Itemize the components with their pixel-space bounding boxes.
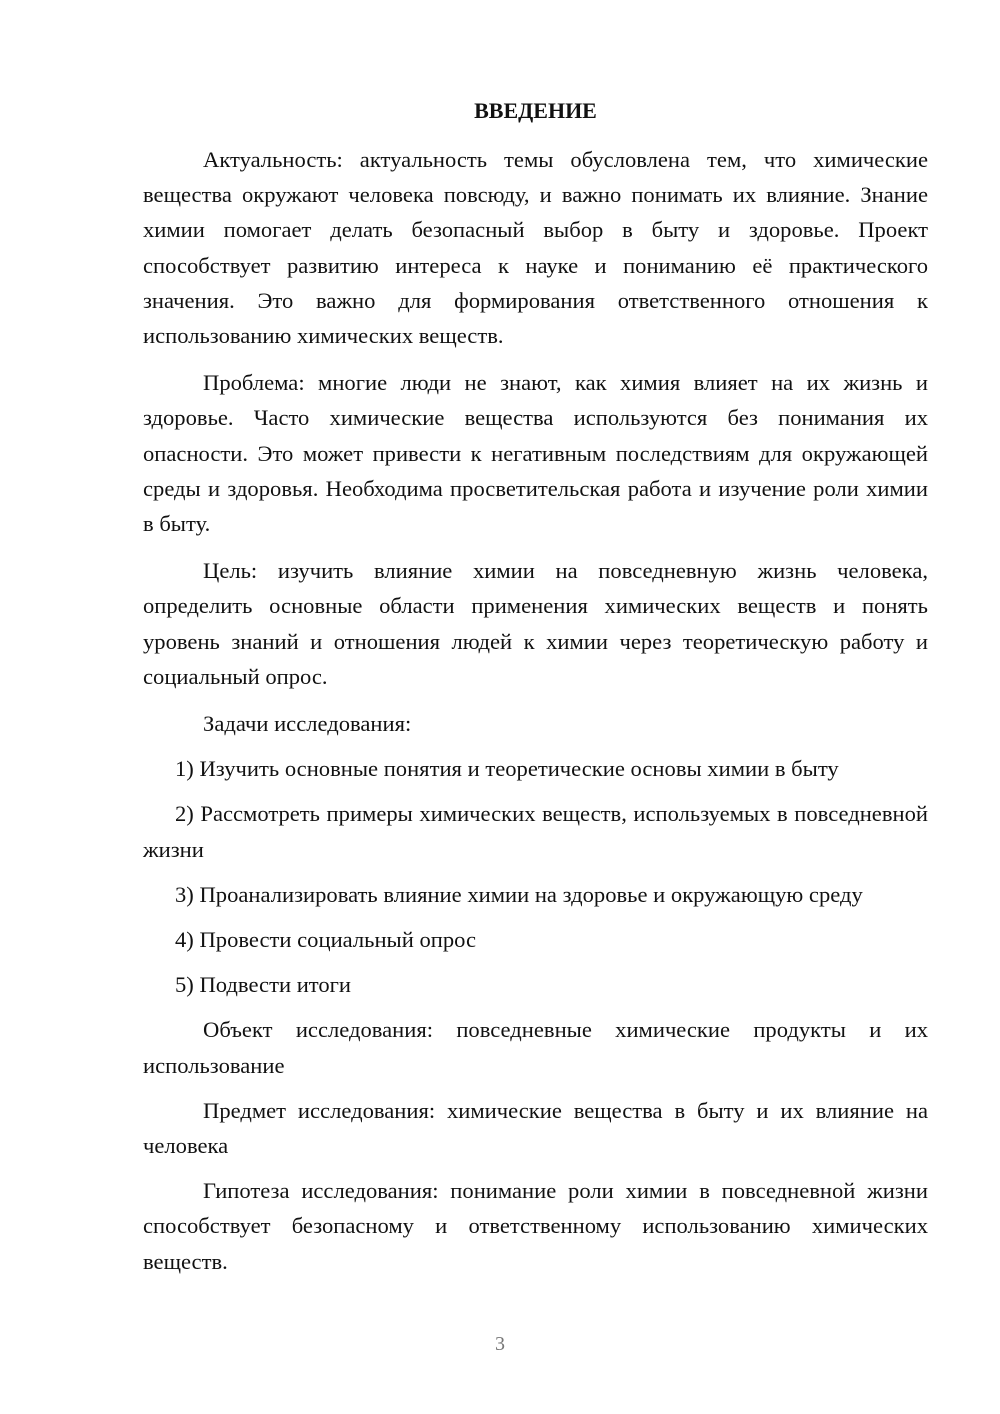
hypothesis-paragraph: Гипотеза исследования: понимание роли химии в повседневной жизни способствует безопасному и ответственному использованию химических веществ. (143, 1178, 928, 1274)
task-item-4: 4) Провести социальный опрос (175, 927, 477, 953)
task-item-5: 5) Подвести итоги (175, 972, 352, 998)
page-number: 3 (495, 1333, 505, 1355)
section-heading: ВВЕДЕНИЕ (474, 98, 597, 123)
tasks-heading: Задачи исследования: (203, 711, 412, 737)
subject-paragraph: Предмет исследования: химические вещества в быту и их влияние на человека (143, 1097, 928, 1159)
object-paragraph: Объект исследования: повседневные химические продукты и их использование (143, 1017, 928, 1078)
problem-paragraph: Проблема: многие люди не знают, как химия влияет на их жизнь и здоровье. Часто химические вещества используются без понимания их опасности. Это может привести к негативным последствиям для окружающей среды и здоровья. Необходима просветительская работа и изучение роли химии в быту. (143, 370, 928, 537)
task-item-1: 1) Изучить основные понятия и теоретические основы химии в быту (175, 756, 839, 782)
task-item-3: 3) Проанализировать влияние химии на здоровье и окружающую среду (175, 881, 863, 907)
task-item-2: 2) Рассмотреть примеры химических веществ, используемых в повседневной жизни (143, 801, 928, 862)
document-page (143, 96, 928, 1279)
relevance-paragraph: Актуальность: актуальность темы обусловлена тем, что химические вещества окружают человека повсюду, и важно понимать их влияние. Знание химии помогает делать безопасный выбор в быту и здоровье. Проект способствует развитию интереса к науке и пониманию её практического значения. Это важно для формирования ответственного отношения к использованию химических веществ. (143, 147, 928, 349)
goal-paragraph: Цель: изучить влияние химии на повседневную жизнь человека, определить основные области применения химических веществ и понять уровень знаний и отношения людей к химии через теоретическую работу и социальный опрос. (143, 558, 928, 689)
